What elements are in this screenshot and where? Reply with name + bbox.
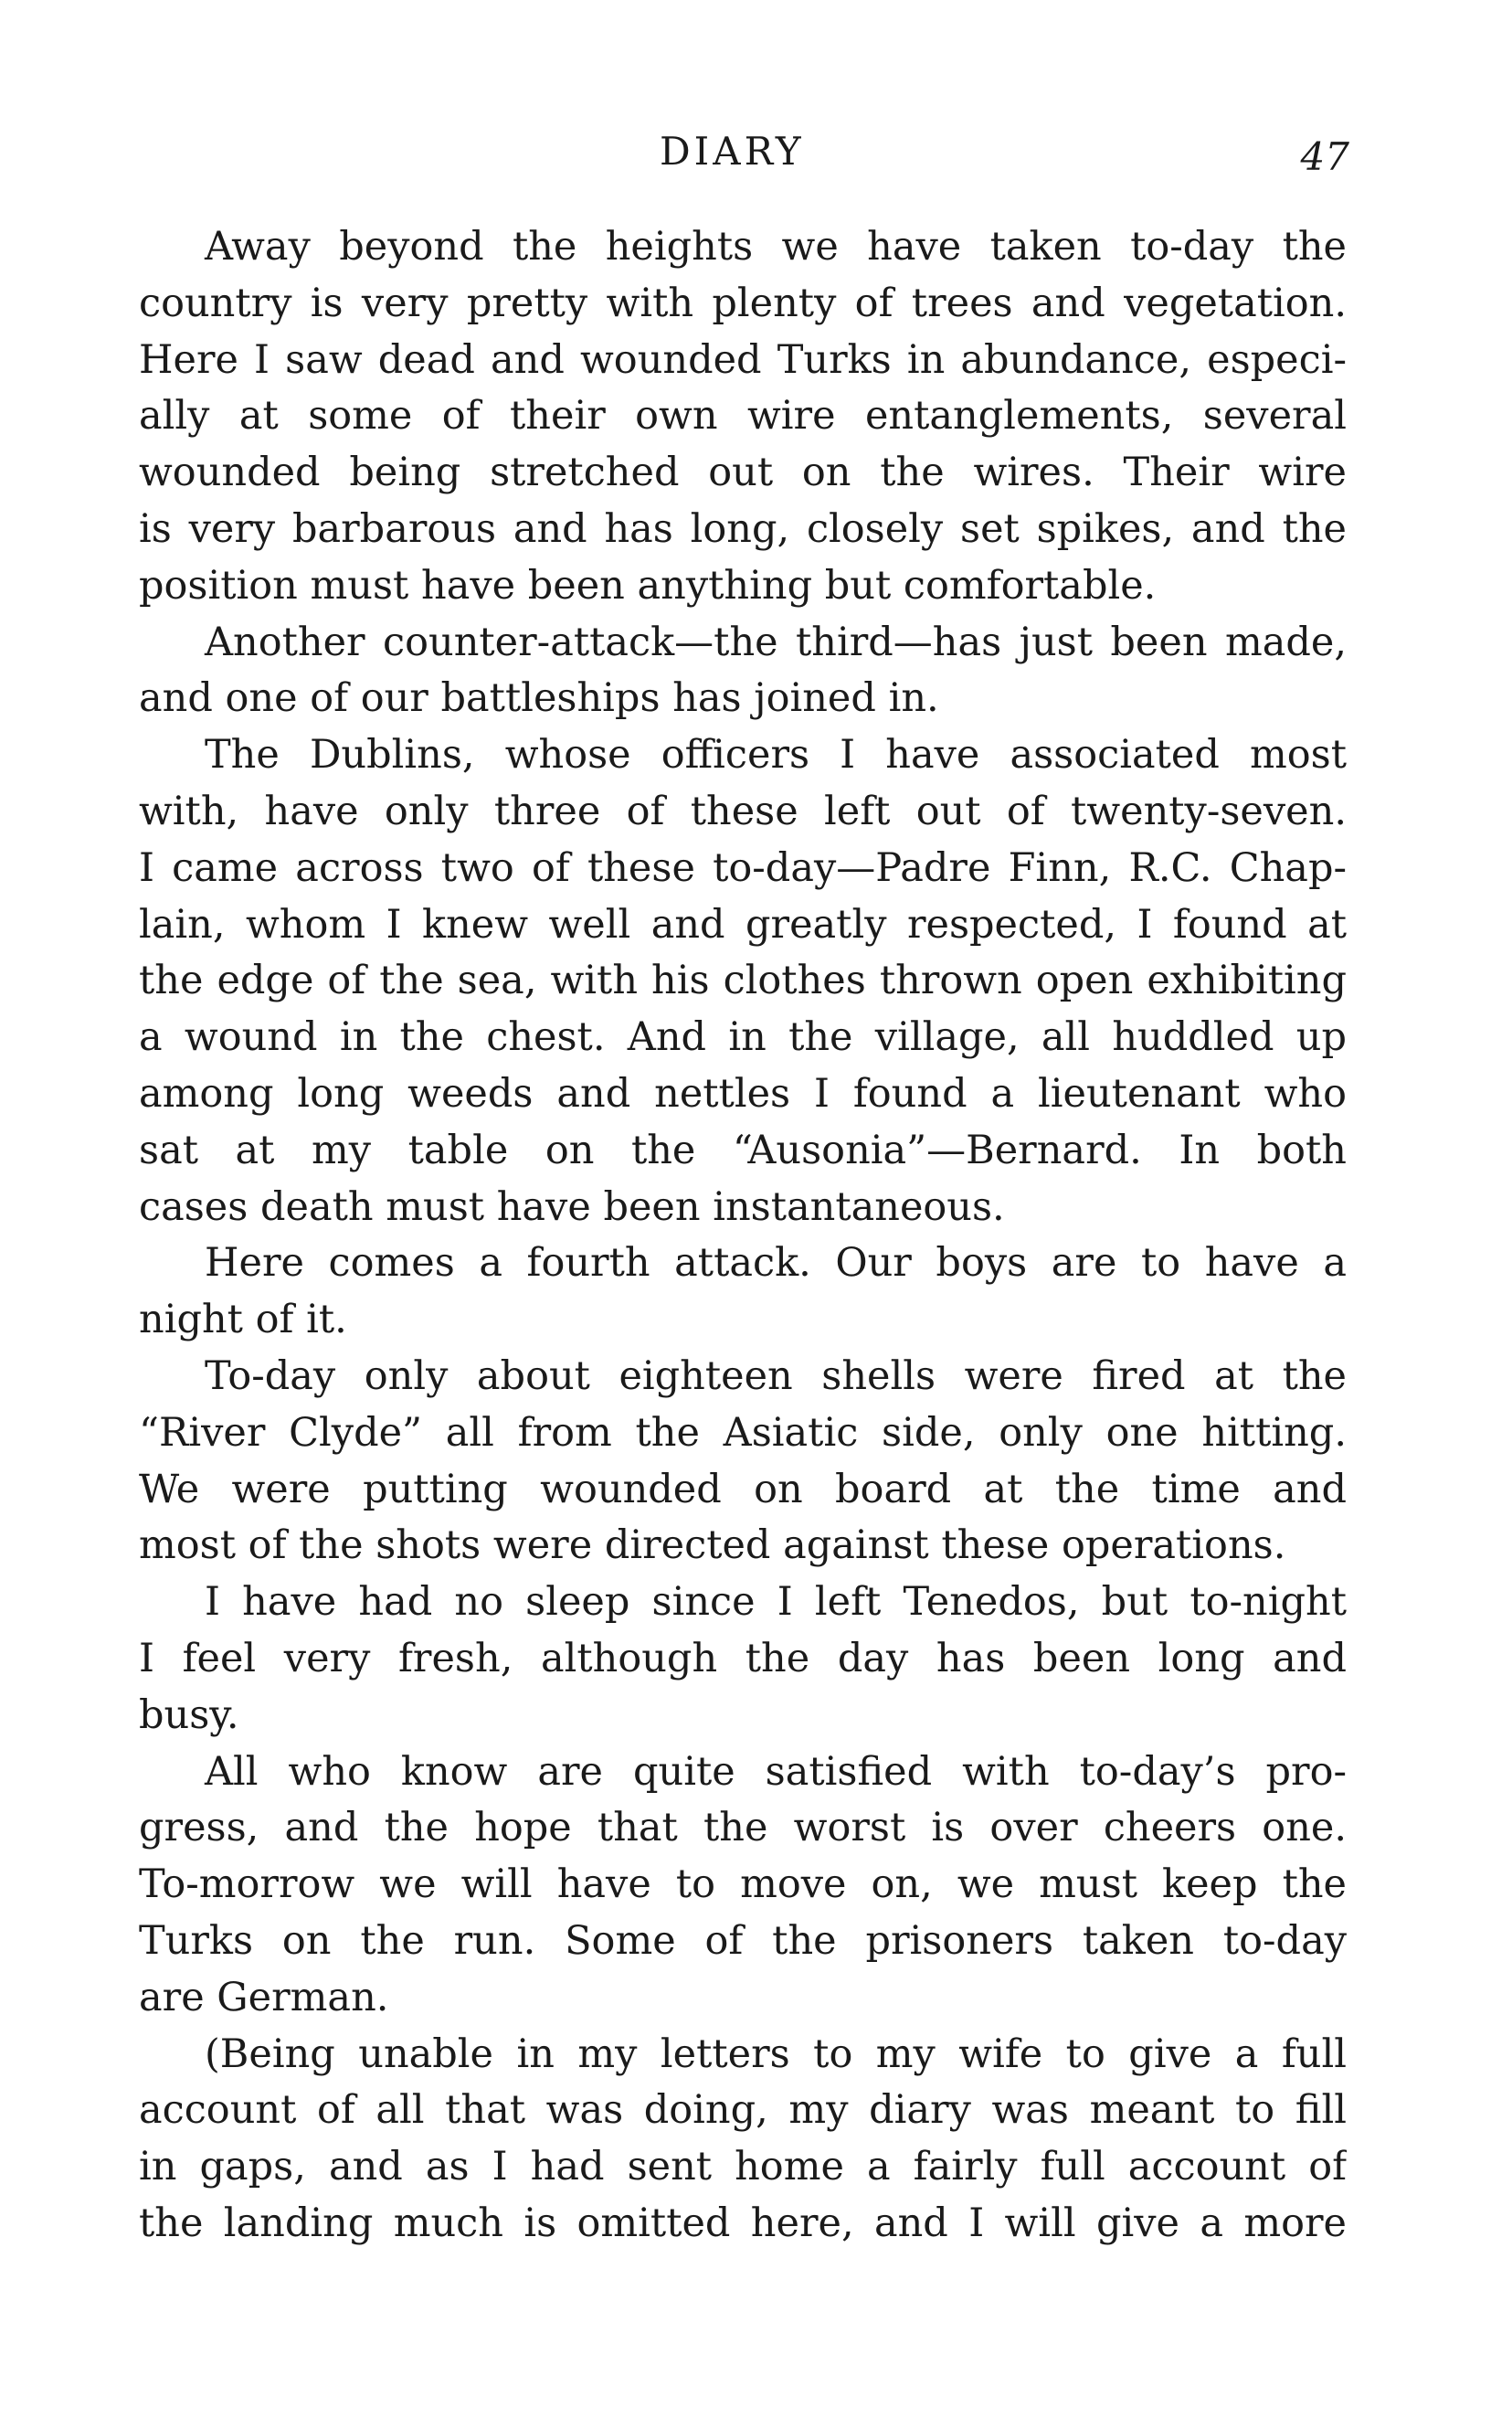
text-line: To-day only about eighteen shells were fired at the <box>205 1352 1347 1399</box>
text-line: gress, and the hope that the worst is over cheers one. <box>139 1805 1347 1851</box>
text-line: the edge of the sea, with his clothes thrown open exhibiting <box>139 958 1347 1004</box>
text-line: most of the shots were directed against these operations. <box>139 1522 1286 1569</box>
text-line: with, have only three of these left out of twenty-seven. <box>139 788 1347 834</box>
text-line: ally at some of their own wire entanglements, several <box>139 393 1347 440</box>
text-line: account of all that was doing, my diary was meant to fill <box>139 2087 1347 2134</box>
text-line: among long weeds and nettles I found a lieutenant who <box>139 1070 1347 1117</box>
text-line: I came across two of these to-day—Padre Finn, R.C. Chap- <box>139 844 1347 891</box>
text-line: We were putting wounded on board at the time and <box>139 1466 1347 1512</box>
text-line: position must have been anything but comfortable. <box>139 562 1157 609</box>
running-title: DIARY <box>660 129 805 174</box>
text-line: are German. <box>139 1974 389 2020</box>
text-line: and one of our battleships has joined in. <box>139 675 939 722</box>
running-head <box>0 124 1512 179</box>
text-line: Here I saw dead and wounded Turks in abundance, especi- <box>139 336 1347 383</box>
text-line: Turks on the run. Some of the prisoners taken to-day <box>139 1917 1347 1964</box>
text-line: (Being unable in my letters to my wife to give a full <box>205 2030 1347 2077</box>
text-line: Here comes a fourth attack. Our boys are to have a <box>205 1240 1347 1287</box>
text-line: the landing much is omitted here, and I will give a more <box>139 2200 1347 2246</box>
text-line: Away beyond the heights we have taken to-day the <box>205 224 1347 270</box>
text-line: I feel very fresh, although the day has been long and <box>139 1635 1347 1681</box>
page-number: 47 <box>1300 134 1349 179</box>
text-line: is very barbarous and has long, closely set spikes, and the <box>139 505 1347 552</box>
text-line: The Dublins, whose officers I have associated most <box>205 732 1347 779</box>
text-line: a wound in the chest. And in the village, all huddled up <box>139 1014 1347 1061</box>
text-line: I have had no sleep since I left Tenedos, but to-night <box>205 1579 1347 1626</box>
text-line: wounded being stretched out on the wires. Their wire <box>139 450 1347 496</box>
text-line: busy. <box>139 1691 239 1738</box>
text-line: night of it. <box>139 1297 347 1343</box>
text-line: country is very pretty with plenty of trees and vegetation. <box>139 280 1347 326</box>
text-line: sat at my table on the “Ausonia”—Bernard. In both <box>139 1127 1347 1173</box>
text-line: To-morrow we will have to move on, we must keep the <box>139 1861 1347 1908</box>
text-line: lain, whom I knew well and greatly respected, I found at <box>139 901 1347 948</box>
body-text <box>139 219 1347 2253</box>
text-line: cases death must have been instantaneous. <box>139 1183 1005 1230</box>
text-line: “River Clyde” all from the Asiatic side, only one hitting. <box>139 1409 1347 1456</box>
text-line: All who know are quite satisfied with to-day’s pro- <box>205 1748 1347 1795</box>
text-line: Another counter-attack—the third—has just been made, <box>205 619 1347 665</box>
text-line: in gaps, and as I had sent home a fairly full account of <box>139 2144 1347 2190</box>
